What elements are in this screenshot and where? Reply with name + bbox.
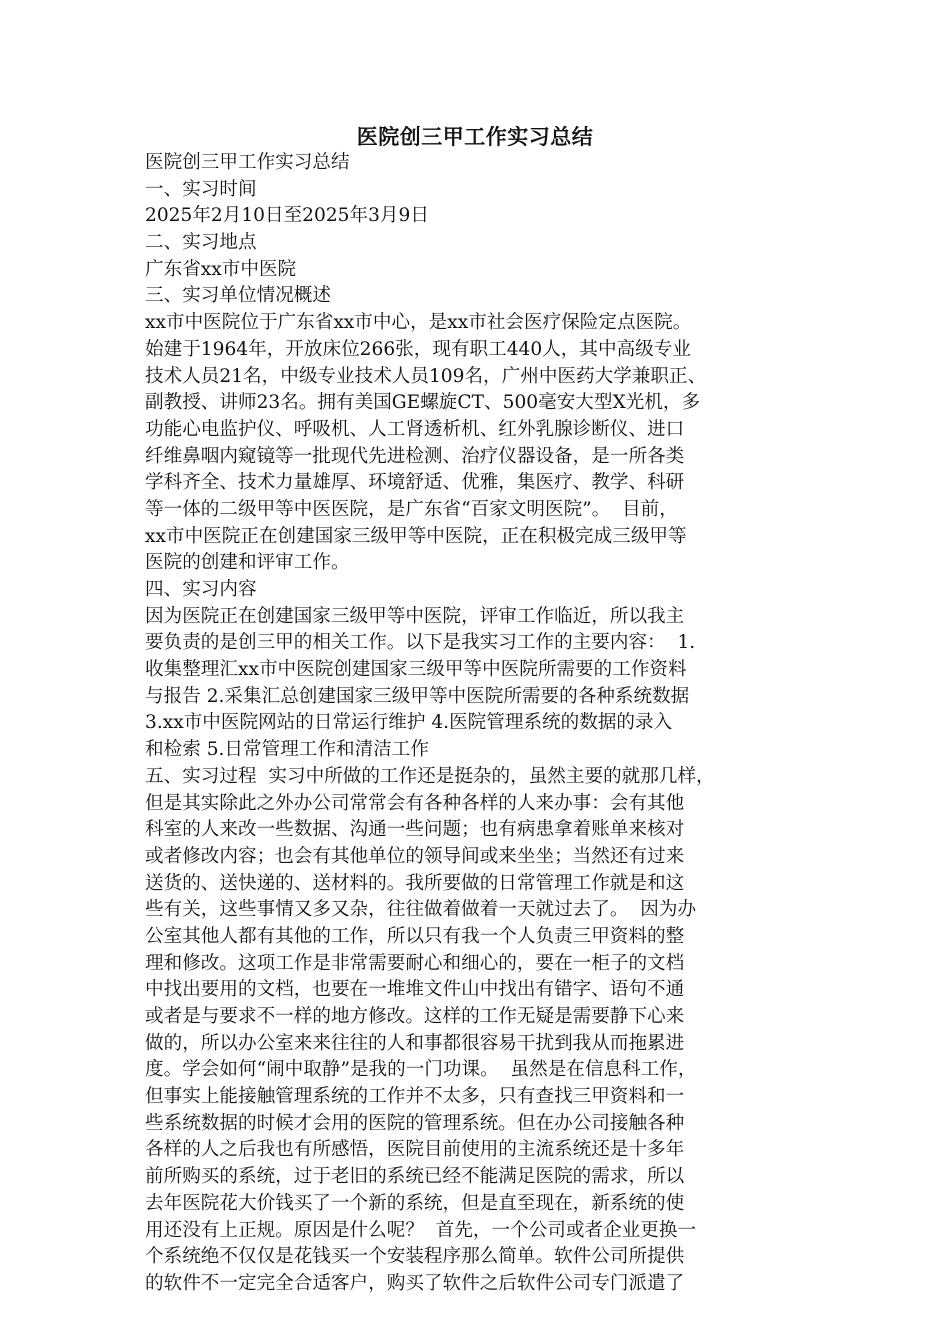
body-line: 医院的创建和评审工作。 — [145, 552, 350, 574]
body-line: 些有关，这些事情又多又杂，往往做着做着一天就过去了。 因为办 — [145, 899, 697, 921]
body-line: 学科齐全、技术力量雄厚、环境舒适、优雅，集医疗、教学、科研 — [145, 472, 685, 494]
body-line: 和检索 5.日常管理工作和清洁工作 — [145, 739, 429, 761]
body-line: 前所购买的系统，过于老旧的系统已经不能满足医院的需求，所以 — [145, 1166, 685, 1188]
body-line: 个系统绝不仅仅是花钱买一个安装程序那么简单。软件公司所提供 — [145, 1246, 685, 1268]
body-line: 收集整理汇xx市中医院创建国家三级甲等中医院所需要的工作资料 — [145, 659, 687, 681]
body-line: 3.xx市中医院网站的日常运行维护 4.医院管理系统的数据的录入 — [145, 712, 673, 734]
body-line: 等一体的二级甲等中医医院，是广东省“百家文明医院”。 目前， — [145, 498, 678, 520]
body-line: 四、实习内容 — [145, 579, 257, 600]
body-line: 副教授、讲师23名。拥有美国GE螺旋CT、500毫安大型X光机，多 — [145, 392, 701, 414]
body-line: 技术人员21名，中级专业技术人员109名，广州中医药大学兼职正、 — [145, 365, 707, 387]
body-line: 科室的人来改一些数据、沟通一些问题；也有病患拿着账单来核对 — [145, 819, 685, 841]
document-body — [145, 150, 815, 1298]
body-line: 但是其实除此之外办公司常常会有各种各样的人来办事：会有其他 — [145, 792, 685, 814]
body-line: 的软件不一定完全合适客户，购买了软件之后软件公司专门派遣了 — [145, 1272, 685, 1294]
body-line: xx市中医院正在创建国家三级甲等中医院，正在积极完成三级甲等 — [145, 525, 687, 547]
document-title: 医院创三甲工作实习总结 — [356, 124, 594, 149]
body-line: 始建于1964年，开放床位266张，现有职工440人，其中高级专业 — [145, 338, 691, 360]
body-line: 或者修改内容；也会有其他单位的领导间或来坐坐；当然还有过来 — [145, 845, 685, 867]
body-line: 五、实习过程 实习中所做的工作还是挺杂的，虽然主要的就那几样， — [145, 765, 715, 787]
body-line: 用还没有上正规。原因是什么呢？ 首先，一个公司或者企业更换一 — [145, 1219, 697, 1241]
body-line: 公室其他人都有其他的工作，所以只有我一个人负责三甲资料的整 — [145, 925, 685, 947]
body-line: 与报告 2.采集汇总创建国家三级甲等中医院所需要的各种系统数据 — [145, 685, 690, 707]
body-line: 2025年2月10日至2025年3月9日 — [145, 205, 429, 227]
body-line: 各样的人之后我也有所感悟，医院目前使用的主流系统还是十多年 — [145, 1139, 685, 1161]
body-line: 做的，所以办公室来来往往的人和事都很容易干扰到我从而拖累进 — [145, 1032, 685, 1054]
body-line: xx市中医院位于广东省xx市中心，是xx市社会医疗保险定点医院。 — [145, 312, 692, 334]
body-line: 理和修改。这项工作是非常需要耐心和细心的，要在一柜子的文档 — [145, 952, 685, 974]
body-line: 些系统数据的时候才会用的医院的管理系统。但在办公司接触各种 — [145, 1112, 685, 1134]
body-line: 三、实习单位情况概述 — [145, 285, 331, 307]
body-line: 要负责的是创三甲的相关工作。以下是我实习工作的主要内容： 1. — [145, 632, 696, 654]
body-line: 或者是与要求不一样的地方修改。这样的工作无疑是需要静下心来 — [145, 1006, 685, 1027]
body-line: 医院创三甲工作实习总结 — [145, 152, 350, 173]
body-line: 中找出要用的文档，也要在一堆堆文件山中找出有错字、语句不通 — [145, 979, 685, 1001]
body-line: 一、实习时间 — [145, 178, 257, 200]
body-line: 度。学会如何“闹中取静”是我的一门功课。 虽然是在信息科工作， — [145, 1059, 697, 1081]
body-line: 送货的、送快递的、送材料的。我所要做的日常管理工作就是和这 — [145, 872, 685, 894]
body-line: 纤维鼻咽内窥镜等一批现代先进检测、治疗仪器设备，是一所各类 — [145, 445, 685, 467]
body-line: 但事实上能接触管理系统的工作并不太多，只有查找三甲资料和一 — [145, 1086, 685, 1108]
body-line: 功能心电监护仪、呼吸机、人工肾透析机、红外乳腺诊断仪、进口 — [145, 418, 685, 440]
body-line: 广东省xx市中医院 — [145, 258, 297, 280]
body-line: 二、实习地点 — [145, 232, 257, 254]
body-line: 去年医院花大价钱买了一个新的系统，但是直至现在，新系统的使 — [145, 1192, 685, 1214]
body-line: 因为医院正在创建国家三级甲等中医院，评审工作临近，所以我主 — [145, 605, 685, 627]
